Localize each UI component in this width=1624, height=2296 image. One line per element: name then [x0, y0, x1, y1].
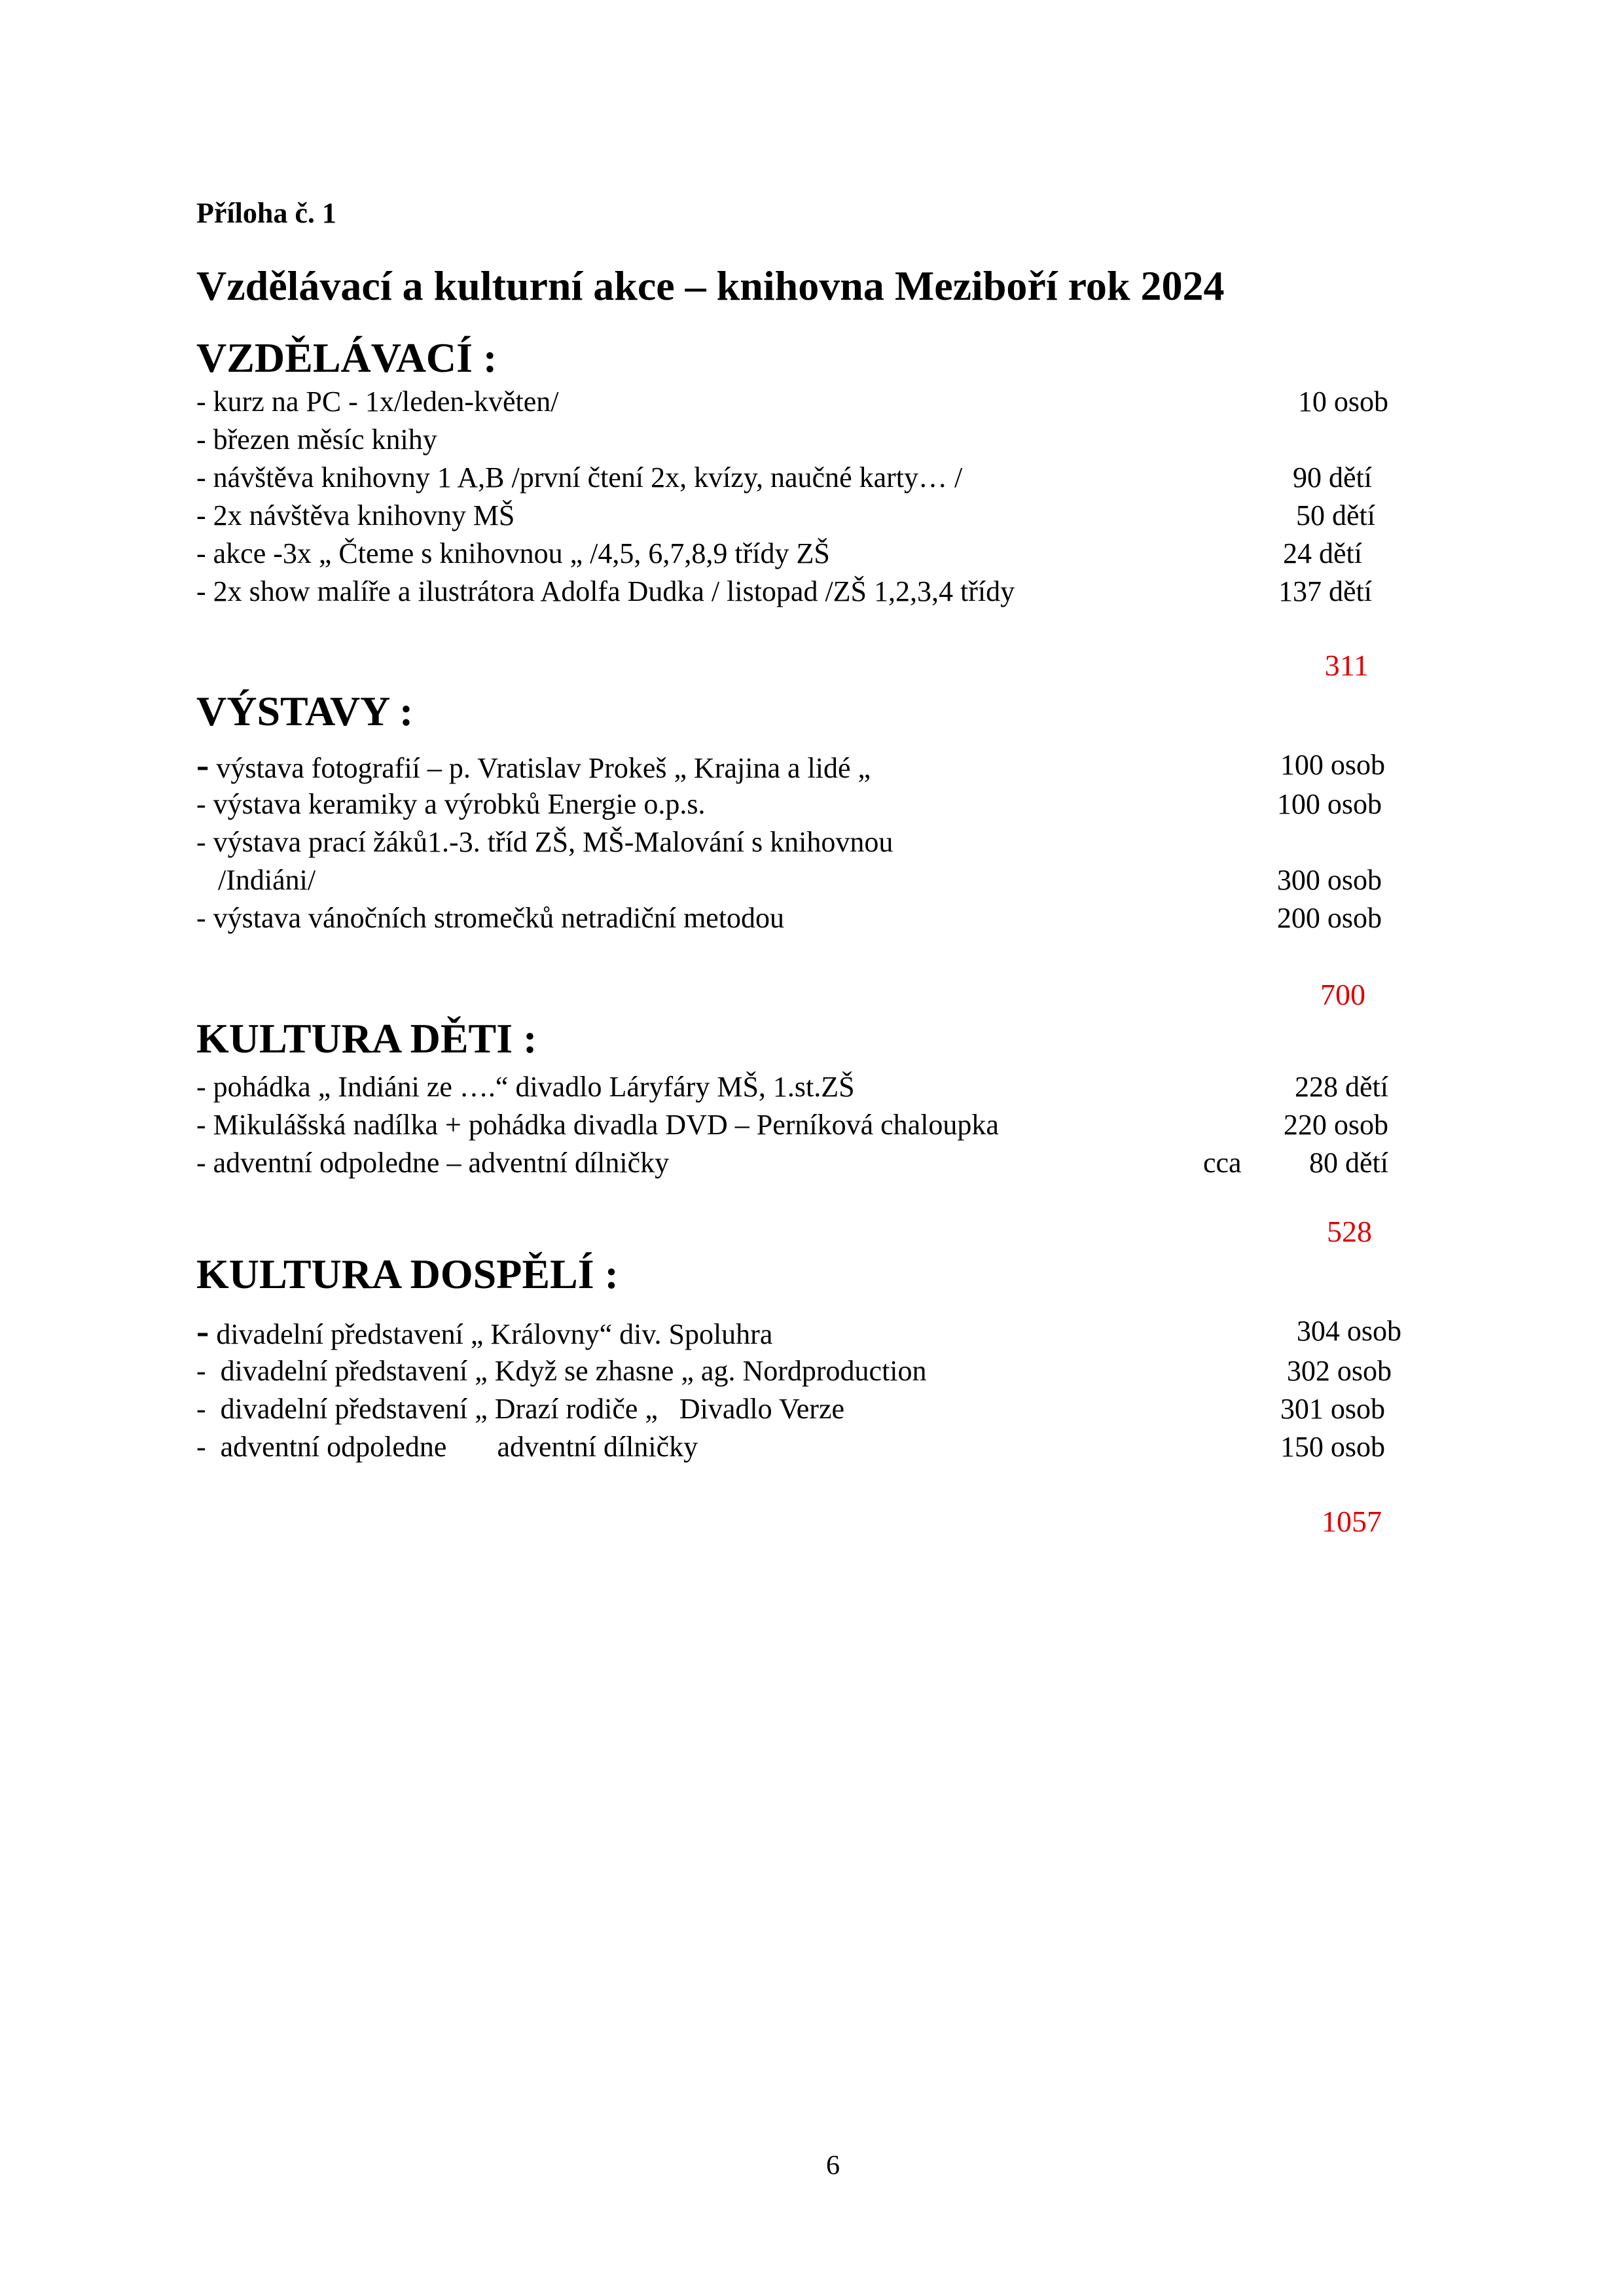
item-count: 304 osob [1296, 1315, 1401, 1347]
section-total: 311 [1324, 649, 1369, 682]
document-title: Vzdělávací a kulturní akce – knihovna Meziboří rok 2024 [196, 262, 1225, 309]
section-heading-kultura-deti: KULTURA DĚTI : [196, 1015, 537, 1062]
list-dash: - [196, 1310, 209, 1352]
item-count: 10 osob [1297, 386, 1388, 418]
list-item: - březen měsíc knihy [196, 423, 437, 456]
section-heading-vzdelavaci: VZDĚLÁVACÍ : [196, 334, 497, 381]
list-item [196, 1312, 772, 1354]
item-count: 100 osob [1280, 749, 1385, 781]
item-count: 24 dětí [1283, 537, 1362, 569]
list-item: - 2x návštěva knihovny MŠ [196, 499, 515, 531]
item-count: 228 dětí [1295, 1071, 1388, 1103]
list-item: - výstava keramiky a výrobků Energie o.p.s. [196, 788, 706, 820]
item-count: 150 osob [1280, 1431, 1385, 1463]
section-total: 700 [1320, 978, 1365, 1011]
list-item-label: výstava fotografií – p. Vratislav Prokeš „ Krajina a lidé „ [209, 752, 871, 784]
item-count: 100 osob [1276, 788, 1382, 820]
item-count: 90 dětí [1293, 461, 1372, 493]
list-item-label: divadelní představení „ Královny“ div. Spoluhra [209, 1318, 773, 1350]
list-item: - akce -3x „ Čteme s knihovnou „ /4,5, 6,7,8,9 třídy ZŠ [196, 537, 830, 569]
list-item: - adventní odpoledne adventní dílničky [196, 1431, 698, 1463]
list-item: - adventní odpoledne – adventní dílničky [196, 1147, 670, 1179]
item-count: 220 osob [1283, 1109, 1388, 1141]
item-count: 137 dětí [1278, 575, 1372, 607]
item-count: 200 osob [1276, 902, 1382, 934]
list-item: - pohádka „ Indiáni ze ….“ divadlo Láryfáry MŠ, 1.st.ZŠ [196, 1071, 855, 1103]
list-item: /Indiáni/ [196, 864, 316, 896]
list-dash: - [196, 744, 209, 786]
list-item: - návštěva knihovny 1 A,B /první čtení 2x, kvízy, naučné karty… / [196, 461, 963, 493]
list-item: - výstava prací žáků1.-3. tříd ZŠ, MŠ-Malování s knihovnou [196, 826, 893, 858]
list-item [196, 746, 871, 787]
list-item: - divadelní představení „ Když se zhasne „ ag. Nordproduction [196, 1355, 927, 1387]
section-total: 528 [1327, 1215, 1372, 1248]
section-heading-vystavy: VÝSTAVY : [196, 688, 414, 734]
page-number: 6 [826, 2151, 840, 2181]
list-item: - 2x show malíře a ilustrátora Adolfa Dudka / listopad /ZŠ 1,2,3,4 třídy [196, 575, 1015, 607]
list-item: - výstava vánočních stromečků netradiční metodou [196, 902, 785, 934]
list-item: - divadelní představení „ Drazí rodiče „ Divadlo Verze [196, 1393, 844, 1425]
item-count-prefix: cca [1203, 1147, 1242, 1179]
item-count: 301 osob [1280, 1393, 1385, 1425]
list-item: - kurz na PC - 1x/leden-květen/ [196, 386, 559, 418]
list-item: - Mikulášská nadílka + pohádka divadla DVD – Perníková chaloupka [196, 1109, 999, 1141]
item-count: 300 osob [1276, 864, 1382, 896]
item-count: 50 dětí [1296, 499, 1375, 531]
attachment-label: Příloha č. 1 [196, 197, 336, 229]
item-count: 302 osob [1286, 1355, 1392, 1387]
section-heading-kultura-dospeli: KULTURA DOSPĚLÍ : [196, 1251, 619, 1297]
item-count: 80 dětí [1309, 1147, 1388, 1179]
section-total: 1057 [1322, 1505, 1382, 1538]
